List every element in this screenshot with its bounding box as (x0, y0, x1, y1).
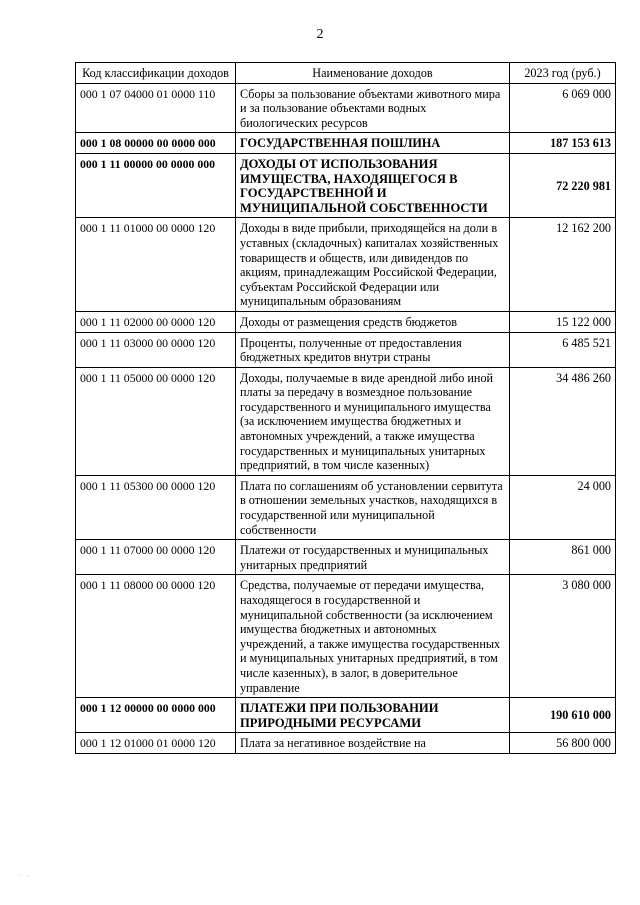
row-amount: 72 220 981 (510, 153, 616, 217)
row-code: 000 1 11 08000 00 0000 120 (76, 575, 236, 698)
row-amount: 34 486 260 (510, 367, 616, 475)
row-name: Доходы от размещения средств бюджетов (236, 311, 510, 332)
row-name: ГОСУДАРСТВЕННАЯ ПОШЛИНА (236, 133, 510, 154)
header-code: Код классификации доходов (76, 63, 236, 84)
row-code: 000 1 12 01000 01 0000 120 (76, 733, 236, 754)
row-amount: 56 800 000 (510, 733, 616, 754)
scan-artifact-mark (18, 870, 48, 880)
table-row (76, 332, 616, 367)
row-name: Проценты, полученные от предоставления бюджетных кредитов внутри страны (236, 332, 510, 367)
table-row (76, 575, 616, 698)
header-name: Наименование доходов (236, 63, 510, 84)
row-amount: 187 153 613 (510, 133, 616, 154)
row-amount: 12 162 200 (510, 218, 616, 312)
row-code: 000 1 11 05000 00 0000 120 (76, 367, 236, 475)
table-row (76, 83, 616, 133)
row-code: 000 1 08 00000 00 0000 000 (76, 133, 236, 154)
row-name: Платежи от государственных и муниципальных унитарных предприятий (236, 540, 510, 575)
row-amount: 190 610 000 (510, 698, 616, 733)
table-row (76, 475, 616, 539)
row-code: 000 1 11 01000 00 0000 120 (76, 218, 236, 312)
row-amount: 15 122 000 (510, 311, 616, 332)
row-code: 000 1 11 07000 00 0000 120 (76, 540, 236, 575)
row-amount: 861 000 (510, 540, 616, 575)
table-row (76, 218, 616, 312)
revenue-table (75, 62, 616, 754)
row-name: Доходы, получаемые в виде арендной либо иной платы за передачу в возмездное пользование государственного и муниципального имущества (за исключением имущества бюджетных и автономных учреждений, а также имущества государственных и муниципальных унитарных предприятий, в том числе казенных) (236, 367, 510, 475)
row-code: 000 1 11 02000 00 0000 120 (76, 311, 236, 332)
row-name: Средства, получаемые от передачи имущества, находящегося в государственной и муниципальной собственности (за исключением имущества бюджетных и автономных учреждений, а также имущества государственных и муниципальных унитарных предприятий, в том числе казенных), в залог, в доверительное управление (236, 575, 510, 698)
page-number: 2 (316, 27, 324, 42)
row-amount: 24 000 (510, 475, 616, 539)
table-header-row (76, 63, 616, 84)
row-amount: 6 485 521 (510, 332, 616, 367)
row-name: Доходы в виде прибыли, приходящейся на доли в уставных (складочных) капиталах хозяйственных товариществ и обществ, или дивидендов по акциям, принадлежащим Российской Федерации, субъектам Российской Федерации или муниципальным образованиям (236, 218, 510, 312)
row-name: ПЛАТЕЖИ ПРИ ПОЛЬЗОВАНИИ ПРИРОДНЫМИ РЕСУРСАМИ (236, 698, 510, 733)
table-row (76, 733, 616, 754)
row-name: Сборы за пользование объектами животного мира и за пользование объектами водных биологических ресурсов (236, 83, 510, 133)
table-row (76, 311, 616, 332)
row-amount: 6 069 000 (510, 83, 616, 133)
table-row (76, 153, 616, 217)
header-amount: 2023 год (руб.) (510, 63, 616, 84)
row-code: 000 1 07 04000 01 0000 110 (76, 83, 236, 133)
row-code: 000 1 11 00000 00 0000 000 (76, 153, 236, 217)
row-name: Плата по соглашениям об установлении сервитута в отношении земельных участков, находящихся в государственной или муниципальной собственности (236, 475, 510, 539)
table-row (76, 133, 616, 154)
table-row (76, 540, 616, 575)
row-amount: 3 080 000 (510, 575, 616, 698)
row-name: Плата за негативное воздействие на (236, 733, 510, 754)
table-row (76, 698, 616, 733)
row-name: ДОХОДЫ ОТ ИСПОЛЬЗОВАНИЯ ИМУЩЕСТВА, НАХОДЯЩЕГОСЯ В ГОСУДАРСТВЕННОЙ И МУНИЦИПАЛЬНОЙ СОБСТВЕННОСТИ (236, 153, 510, 217)
row-code: 000 1 12 00000 00 0000 000 (76, 698, 236, 733)
row-code: 000 1 11 03000 00 0000 120 (76, 332, 236, 367)
table-row (76, 367, 616, 475)
row-code: 000 1 11 05300 00 0000 120 (76, 475, 236, 539)
